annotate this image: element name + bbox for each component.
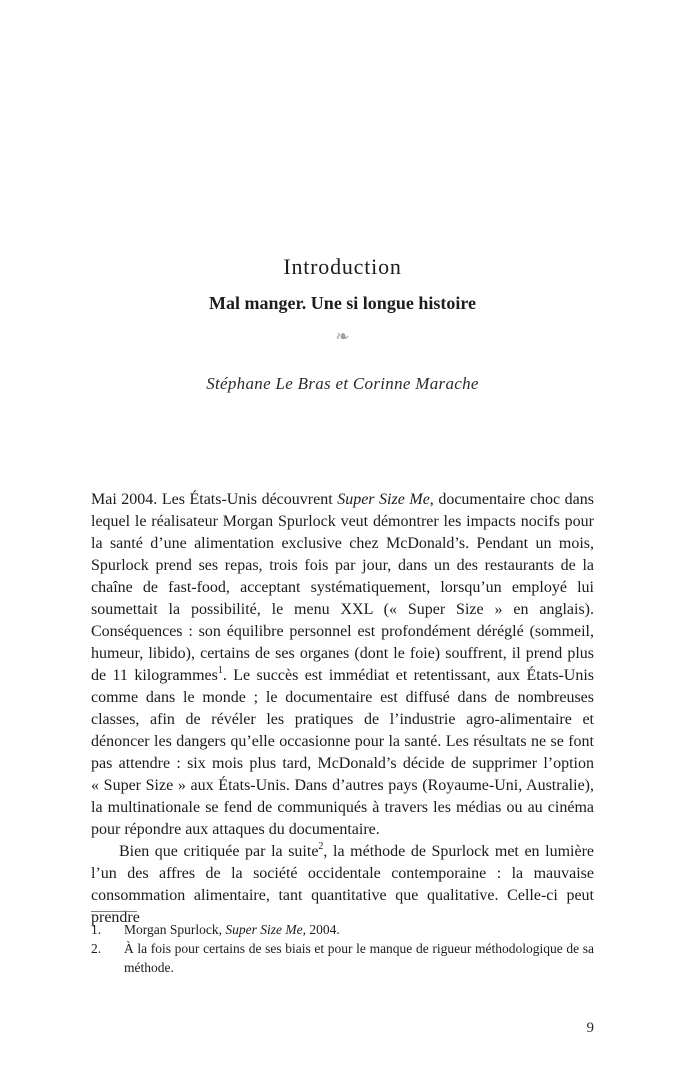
text-segment: Super Size Me (337, 491, 430, 508)
footnotes-section (91, 911, 594, 977)
footnote-item (91, 920, 594, 939)
page-number: 9 (586, 1020, 594, 1036)
text-segment: À la fois pour certains de ses biais et pour le manque de rigueur méthodologique de sa méthode. (124, 941, 594, 975)
footnote-separator-rule (91, 911, 137, 912)
page-content (91, 0, 594, 929)
authors-line: Stéphane Le Bras et Corinne Marache (206, 374, 479, 393)
text-segment: . Le succès est immédiat et retentissant, aux États-Unis comme dans le monde ; le documentaire est diffusé dans de nombreuses classes, afin de révéler les pratiques de l’industrie agro-alimentaire et dénoncer les dangers qu’elle occasionne pour la santé. Les résultats ne se font pas attendre : six mois plus tard, McDonald’s décide de supprimer l’option « Super Size » aux États-Unis. Dans d’autres pays (Royaume-Uni, Australie), la multinationale se fend de communiqués à travers les médias ou au cinéma pour répondre aux attaques du documentaire. (91, 667, 594, 838)
chapter-title: Introduction (283, 254, 402, 279)
footnote-number: 2. (91, 941, 102, 956)
text-segment: , documentaire choc dans lequel le réalisateur Morgan Spurlock veut démontrer les impacts nocifs pour la santé d’une alimentation exclusive chez McDonald’s. Pendant un mois, Spurlock prend ses repas, trois fois par jour, dans un des restaurants de la chaîne de fast-food, acceptant systématiquement, lorsqu’un employé lui soumettait la possibilité, le menu XXL (« Super Size » en anglais). Conséquences : son équilibre personnel est profondément déréglé (sommeil, humeur, libido), certains de ses organes (dont le foie) souffrent, il prend plus de 11 kilogrammes (91, 491, 595, 684)
body-paragraphs (91, 489, 594, 929)
text-segment: Super Size Me (225, 922, 303, 937)
footnote-ref-marker: 1 (217, 664, 223, 676)
chapter-subtitle: Mal manger. Une si longue histoire (208, 293, 476, 313)
text-segment: , la méthode de Spurlock met en lumière l’un des affres de la société occidentale contemporaine : la mauvaise consommation alimentaire, tant quantitative que qualitative. Celle-ci peut prendre (91, 843, 594, 926)
text-segment: , 2004. (302, 922, 340, 937)
footnote-number: 1. (91, 922, 102, 937)
paragraph (91, 489, 594, 841)
footnote-list (91, 920, 594, 977)
text-segment: Bien que critiquée par la suite (119, 843, 319, 860)
text-segment: Mai 2004. Les États-Unis découvrent (91, 491, 338, 508)
footnote-ref-marker: 2 (318, 840, 324, 852)
footnote-item (91, 939, 594, 977)
text-segment: Morgan Spurlock, (124, 922, 226, 937)
footnote-text (124, 939, 594, 977)
fleuron-icon: ❧ (335, 327, 350, 347)
footnote-text (124, 920, 594, 939)
